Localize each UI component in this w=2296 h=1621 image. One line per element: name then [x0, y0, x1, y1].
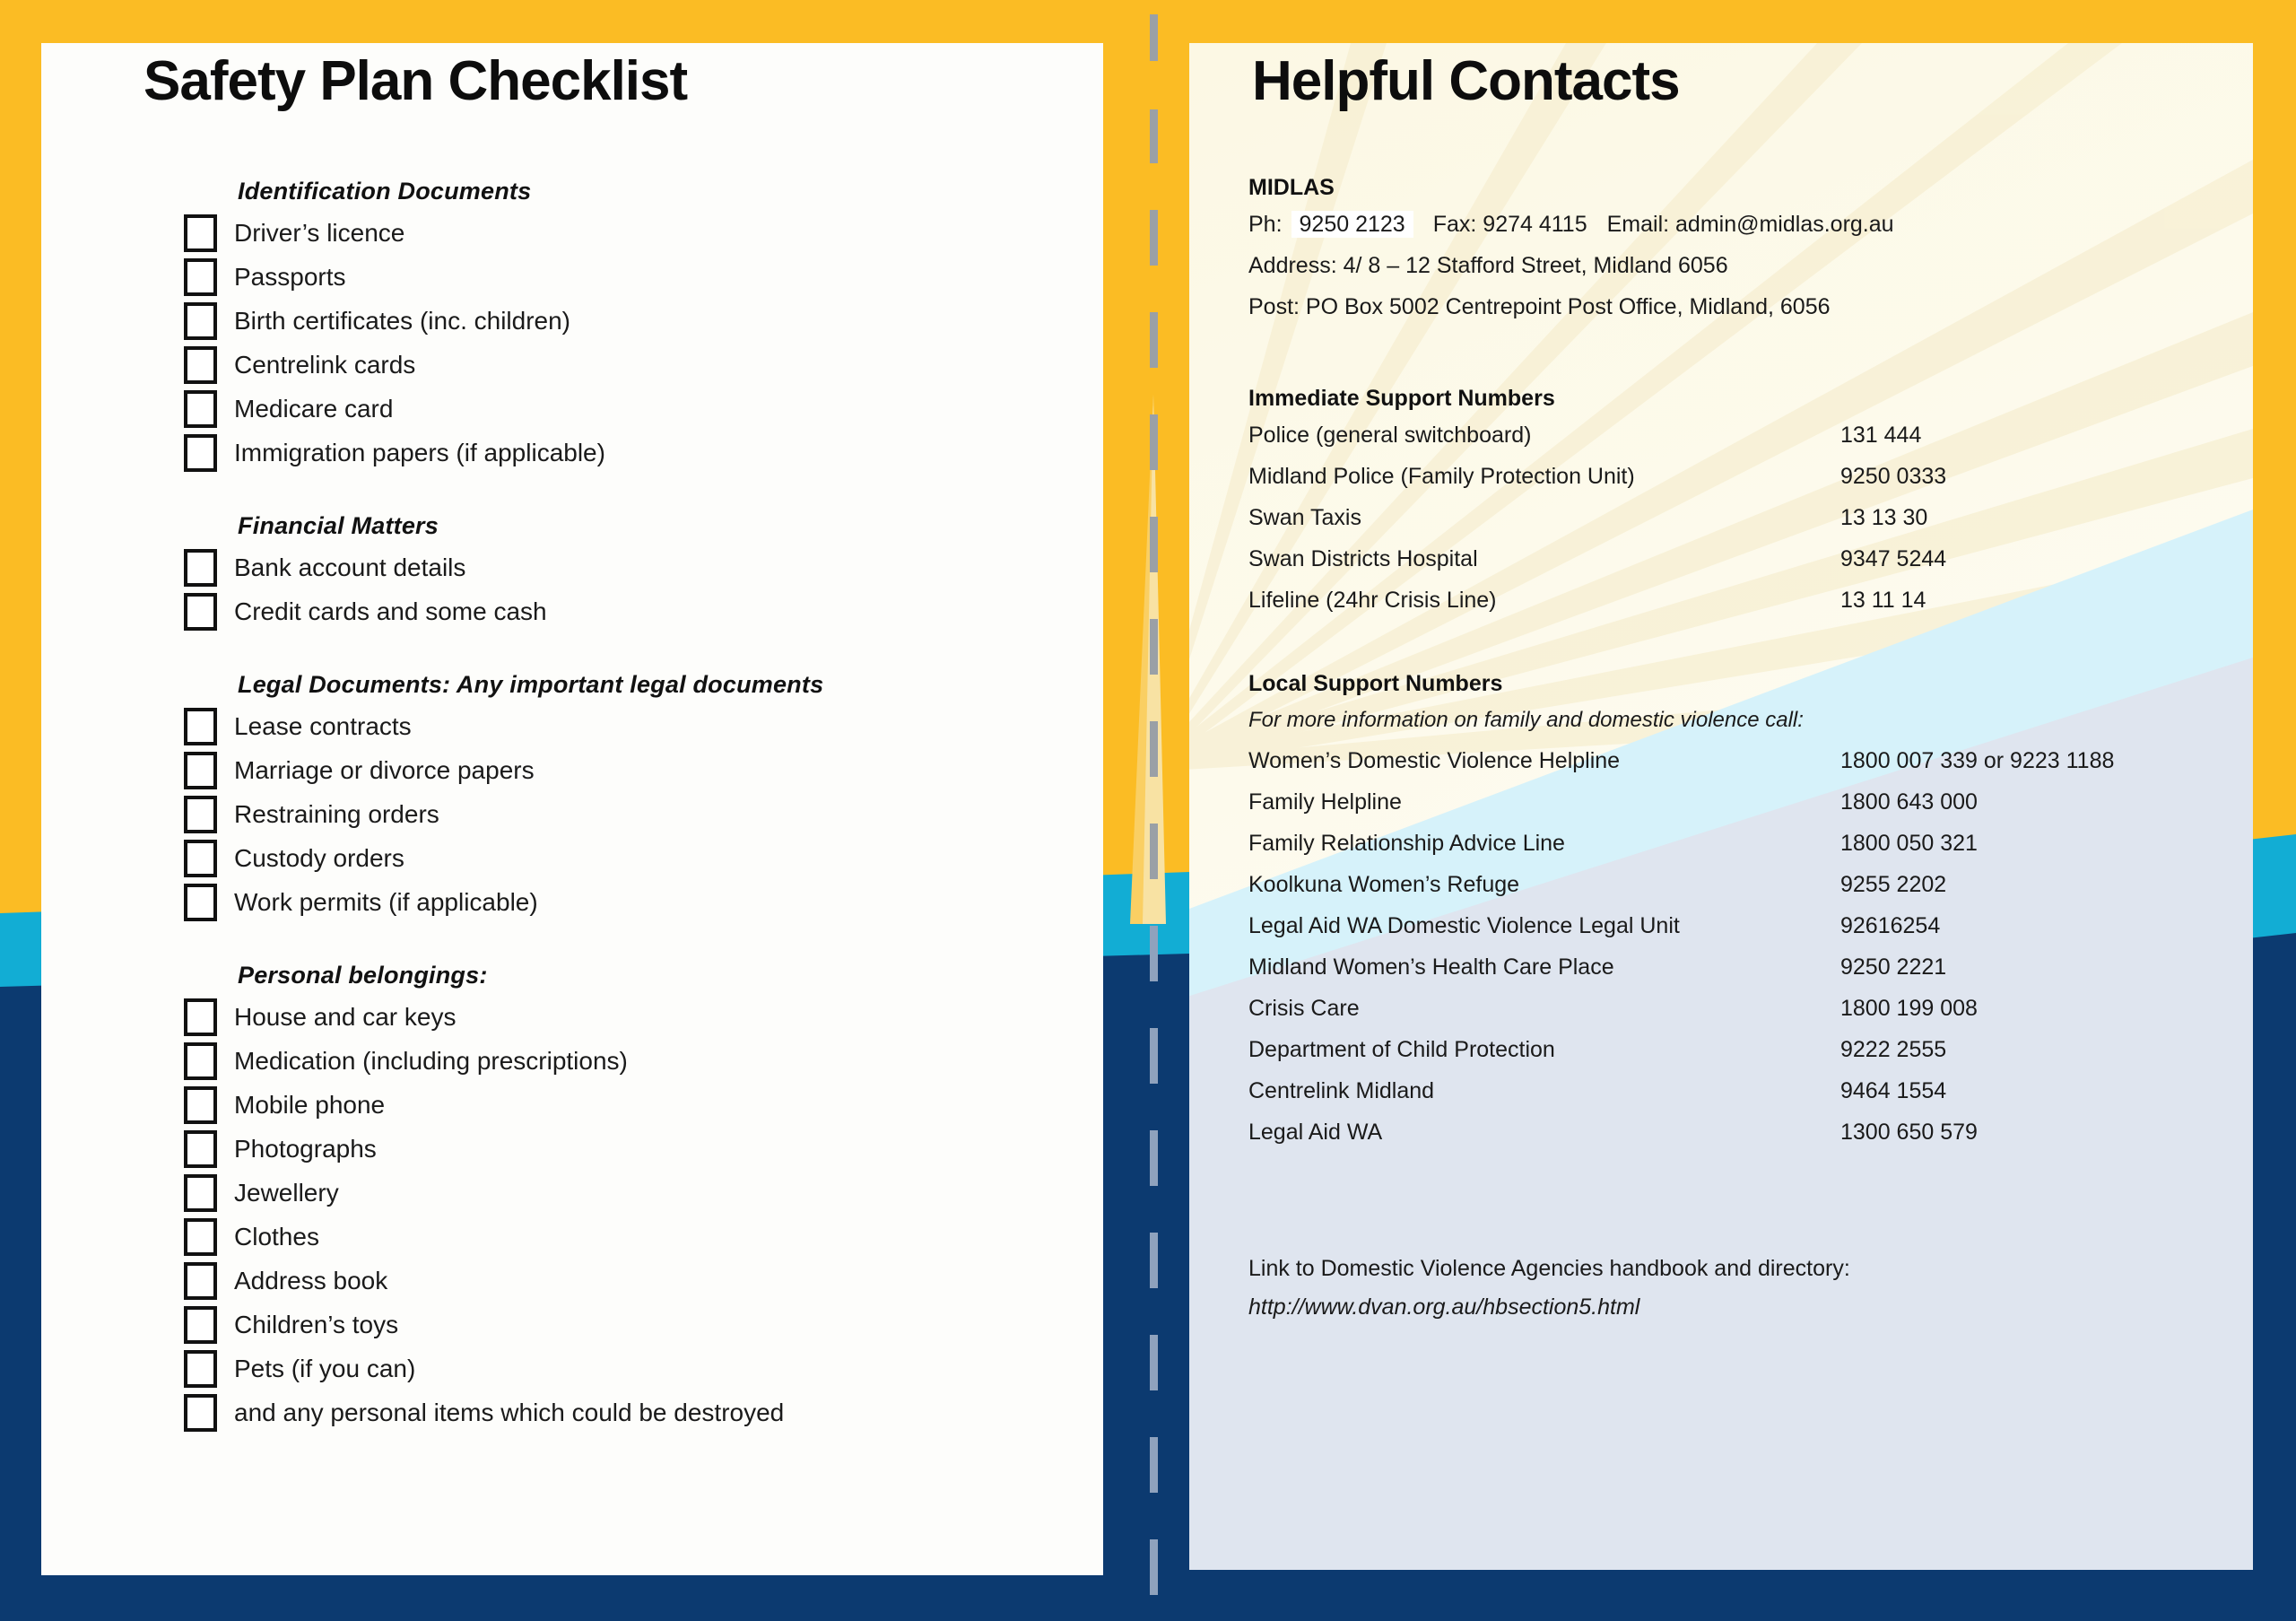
contact-row: [1248, 831, 2253, 857]
footer-link-block: [1248, 1256, 2253, 1320]
checkbox-icon[interactable]: [184, 1130, 217, 1168]
checklist-item-label: Medicare card: [234, 394, 394, 423]
local-support-list: [1248, 748, 2253, 1146]
checklist-item[interactable]: [184, 1039, 1045, 1083]
checklist-item[interactable]: [184, 1303, 1045, 1346]
checklist-item[interactable]: [184, 1127, 1045, 1171]
checklist-item-label: Bank account details: [234, 553, 466, 581]
org-address: Address: 4/ 8 – 12 Stafford Street, Midland 6056: [1248, 253, 1728, 278]
checklist-group: [184, 178, 1045, 475]
contact-name: Lifeline (24hr Crisis Line): [1248, 588, 1497, 613]
contact-number[interactable]: 13 13 30: [1840, 505, 1928, 530]
contact-row: [1248, 423, 2253, 449]
checklist-item-label: Immigration papers (if applicable): [234, 438, 605, 466]
checklist-item[interactable]: [184, 211, 1045, 255]
contact-row: [1248, 748, 2253, 774]
checklist-item[interactable]: [184, 387, 1045, 431]
contact-number[interactable]: 9250 0333: [1840, 464, 1947, 489]
contact-name: Police (general switchboard): [1248, 423, 1532, 448]
contact-name: Women’s Domestic Violence Helpline: [1248, 748, 1621, 773]
checkbox-icon[interactable]: [184, 840, 217, 877]
checkbox-icon[interactable]: [184, 593, 217, 631]
checkbox-icon[interactable]: [184, 1218, 217, 1256]
immediate-heading: Immediate Support Numbers: [1248, 386, 1555, 411]
contact-number[interactable]: 13 11 14: [1840, 588, 1926, 613]
footer-link-label: Link to Domestic Violence Agencies handbook and directory:: [1248, 1256, 1850, 1281]
checklist-item[interactable]: [184, 1346, 1045, 1390]
group-spacer: [184, 475, 1045, 512]
checkbox-icon[interactable]: [184, 549, 217, 587]
page-title-right: Helpful Contacts: [1252, 50, 1680, 112]
checklist-item-label: and any personal items which could be destroyed: [234, 1398, 785, 1426]
contact-row: [1248, 505, 2253, 531]
checkbox-icon[interactable]: [184, 884, 217, 921]
checklist-group-heading: Financial Matters: [238, 512, 439, 539]
road-dash-16: [1150, 1539, 1158, 1595]
road-dash-13: [1150, 1233, 1158, 1288]
checklist-item[interactable]: [184, 995, 1045, 1039]
contact-row: [1248, 789, 2253, 815]
checkbox-icon[interactable]: [184, 796, 217, 833]
checklist-group-heading: Personal belongings:: [238, 962, 488, 989]
checklist-item-label: Clothes: [234, 1222, 319, 1251]
checklist-item-label: Marriage or divorce papers: [234, 755, 535, 784]
checkbox-icon[interactable]: [184, 1306, 217, 1344]
page-title-left: Safety Plan Checklist: [144, 50, 688, 112]
contact-name: Legal Aid WA Domestic Violence Legal Unit: [1248, 913, 1680, 938]
contact-name: Centrelink Midland: [1248, 1078, 1435, 1103]
checklist-item-label: House and car keys: [234, 1002, 457, 1031]
road-dash-11: [1150, 1028, 1158, 1084]
phone-label: Ph:: [1248, 212, 1283, 237]
footer-link-url[interactable]: http://www.dvan.org.au/hbsection5.html: [1248, 1294, 1640, 1320]
road-dash-12: [1150, 1130, 1158, 1186]
checklist-item-label: Jewellery: [234, 1178, 339, 1207]
checklist-group-heading: Legal Documents: Any important legal documents: [238, 671, 824, 698]
checkbox-icon[interactable]: [184, 1394, 217, 1432]
checklist-item[interactable]: [184, 1083, 1045, 1127]
contact-name: Family Relationship Advice Line: [1248, 831, 1565, 856]
checklist-item[interactable]: [184, 299, 1045, 343]
contact-row: [1248, 464, 2253, 490]
checklist-item-label: Passports: [234, 262, 346, 291]
contact-row: [1248, 872, 2253, 898]
contact-number[interactable]: 9250 2221: [1840, 954, 1947, 980]
contact-row: [1248, 996, 2253, 1022]
local-support-block: [1248, 671, 2253, 1161]
group-spacer: [184, 924, 1045, 962]
contact-name: Swan Taxis: [1248, 505, 1361, 530]
road-dash-8: [1150, 721, 1158, 777]
midlas-contact-block: [1248, 175, 2253, 336]
contact-row: [1248, 546, 2253, 572]
checklist-item-label: Birth certificates (inc. children): [234, 306, 571, 335]
contact-row: [1248, 913, 2253, 939]
checklist-item-label: Address book: [234, 1266, 388, 1294]
checklist-group-heading: Identification Documents: [238, 178, 532, 205]
checklist-item[interactable]: [184, 836, 1045, 880]
checkbox-icon[interactable]: [184, 998, 217, 1036]
contact-number[interactable]: 131 444: [1840, 423, 1922, 448]
checkbox-icon[interactable]: [184, 390, 217, 428]
local-note: For more information on family and domestic violence call:: [1248, 708, 1804, 732]
contact-number[interactable]: 1800 643 000: [1840, 789, 1978, 815]
fax-value: Fax: 9274 4115: [1432, 212, 1587, 237]
checklist-item[interactable]: [184, 1171, 1045, 1215]
contact-number[interactable]: 1800 050 321: [1840, 831, 1978, 856]
road-dash-1: [1150, 14, 1158, 61]
contact-name: Legal Aid WA: [1248, 1120, 1383, 1145]
checklist-item[interactable]: [184, 792, 1045, 836]
phone-value[interactable]: 9250 2123: [1292, 211, 1413, 238]
checklist-item[interactable]: [184, 880, 1045, 924]
contact-number[interactable]: 9222 2555: [1840, 1037, 1947, 1062]
road-dash-2: [1150, 109, 1158, 163]
checklist-item-label: Pets (if you can): [234, 1354, 416, 1382]
checkbox-icon[interactable]: [184, 1350, 217, 1388]
immediate-support-list: [1248, 423, 2253, 614]
contact-number[interactable]: 1800 199 008: [1840, 996, 1978, 1021]
road-dash-6: [1150, 517, 1158, 572]
checklist-item[interactable]: [184, 431, 1045, 475]
contact-row: [1248, 1078, 2253, 1104]
contact-name: Midland Police (Family Protection Unit): [1248, 464, 1635, 489]
checkbox-icon[interactable]: [184, 1174, 217, 1212]
contact-name: Swan Districts Hospital: [1248, 546, 1478, 571]
contact-number[interactable]: 92616254: [1840, 913, 1941, 938]
contact-name: Department of Child Protection: [1248, 1037, 1555, 1062]
checkbox-icon[interactable]: [184, 302, 217, 340]
road-dash-3: [1150, 210, 1158, 266]
checkbox-icon[interactable]: [184, 708, 217, 745]
checklist-item-label: Credit cards and some cash: [234, 597, 547, 625]
checklist-item[interactable]: [184, 704, 1045, 748]
center-road-graphic: [1103, 0, 1193, 1621]
checkbox-icon[interactable]: [184, 434, 217, 472]
checklist-item[interactable]: [184, 1215, 1045, 1259]
local-heading: Local Support Numbers: [1248, 671, 1503, 696]
checkbox-icon[interactable]: [184, 1042, 217, 1080]
contact-number[interactable]: 9255 2202: [1840, 872, 1947, 897]
checkbox-icon[interactable]: [184, 214, 217, 252]
contact-number[interactable]: 1800 007 339 or 9223 1188: [1840, 748, 2115, 773]
road-dash-14: [1150, 1335, 1158, 1390]
road-dash-7: [1150, 619, 1158, 675]
safety-plan-checklist: [184, 178, 1045, 1434]
checklist-group: [184, 671, 1045, 924]
contact-number[interactable]: 1300 650 579: [1840, 1120, 1978, 1145]
road-dash-10: [1150, 926, 1158, 981]
checklist-item-label: Photographs: [234, 1134, 377, 1163]
contact-number[interactable]: 9347 5244: [1840, 546, 1947, 571]
checklist-item[interactable]: [184, 255, 1045, 299]
road-dash-9: [1150, 824, 1158, 879]
contact-name: Crisis Care: [1248, 996, 1360, 1021]
checklist-item-label: Medication (including prescriptions): [234, 1046, 628, 1075]
checklist-item[interactable]: [184, 343, 1045, 387]
checklist-item[interactable]: [184, 589, 1045, 633]
contact-row: [1248, 954, 2253, 980]
contact-row: [1248, 588, 2253, 614]
checklist-item[interactable]: [184, 1390, 1045, 1434]
group-spacer: [184, 633, 1045, 671]
org-post: Post: PO Box 5002 Centrepoint Post Office, Midland, 6056: [1248, 294, 1831, 319]
checkbox-icon[interactable]: [184, 1086, 217, 1124]
checklist-group: [184, 962, 1045, 1434]
checklist-item[interactable]: [184, 748, 1045, 792]
checklist-group: [184, 512, 1045, 633]
checklist-item-label: Driver’s licence: [234, 218, 405, 247]
checkbox-icon[interactable]: [184, 752, 217, 789]
contact-row: [1248, 1120, 2253, 1146]
checklist-item-label: Custody orders: [234, 843, 404, 872]
immediate-support-block: [1248, 386, 2253, 629]
email-value[interactable]: Email: admin@midlas.org.au: [1606, 212, 1894, 237]
contact-row: [1248, 1037, 2253, 1063]
checkbox-icon[interactable]: [184, 258, 217, 296]
org-phone-line: [1248, 212, 2253, 238]
checklist-item-label: Mobile phone: [234, 1090, 386, 1119]
checklist-item-label: Restraining orders: [234, 799, 439, 828]
org-name: MIDLAS: [1248, 175, 1335, 200]
checkbox-icon[interactable]: [184, 1262, 217, 1300]
contact-name: Family Helpline: [1248, 789, 1402, 815]
road-dash-4: [1150, 312, 1158, 368]
checkbox-icon[interactable]: [184, 346, 217, 384]
checklist-item-label: Children’s toys: [234, 1310, 399, 1338]
contact-name: Midland Women’s Health Care Place: [1248, 954, 1614, 980]
road-dash-5: [1150, 414, 1158, 470]
road-dash-15: [1150, 1437, 1158, 1493]
checklist-item[interactable]: [184, 1259, 1045, 1303]
checklist-item-label: Lease contracts: [234, 711, 412, 740]
checklist-item[interactable]: [184, 545, 1045, 589]
contact-name: Koolkuna Women’s Refuge: [1248, 872, 1520, 897]
contact-number[interactable]: 9464 1554: [1840, 1078, 1947, 1103]
checklist-item-label: Centrelink cards: [234, 350, 416, 379]
checklist-item-label: Work permits (if applicable): [234, 887, 538, 916]
